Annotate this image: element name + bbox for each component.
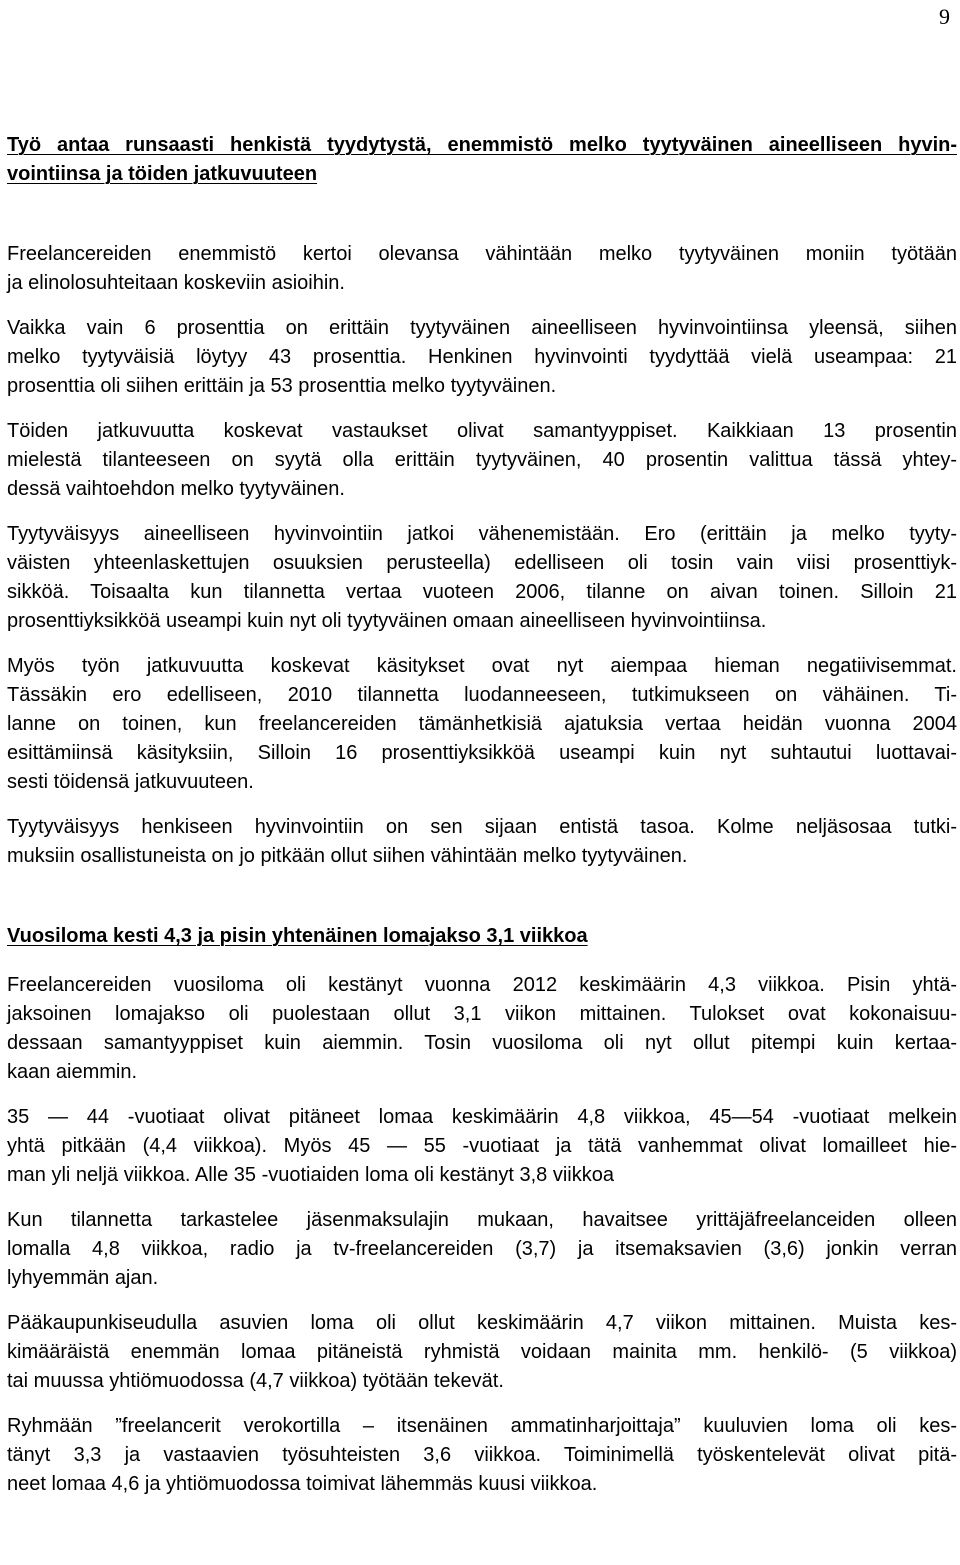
paragraph-job-continuity [7,417,957,504]
section-heading-work-satisfaction [7,131,957,189]
text-line: Tyytyväisyys aineelliseen hyvinvointiin jatkoi vähenemistään. Ero (erittäin ja melko tyyty- [7,523,957,545]
paragraph-vacation-by-region [7,1309,957,1396]
text-line: Myös työn jatkuvuutta koskevat käsitykset ovat nyt aiempaa hieman negatiivisemmat. [7,655,957,677]
text-line: prosenttiyksikköä useampi kuin nyt oli tyytyväinen omaan aineelliseen hyvinvointiinsa. [7,610,767,632]
paragraph-material-decline [7,520,957,636]
text-line: man yli neljä viikkoa. Alle 35 -vuotiaiden loma oli kestänyt 3,8 viikkoa [7,1164,614,1186]
text-line: kaan aiemmin. [7,1061,138,1083]
text-line: 35 — 44 -vuotiaat olivat pitäneet lomaa keskimäärin 4,8 viikkoa, 45—54 -vuotiaat melkein [7,1106,957,1128]
text-line: tai muussa yhtiömuodossa (4,7 viikkoa) työtään tekevät. [7,1370,504,1392]
heading-line: Vuosiloma kesti 4,3 ja pisin yhtenäinen lomajakso 3,1 viikkoa [7,925,588,947]
text-line: sikköä. Toisaalta kun tilannetta vertaa vuoteen 2006, tilanne on aivan toinen. Silloin 21 [7,581,957,603]
text-line: lomalla 4,8 viikkoa, radio ja tv-freelancereiden (3,7) ja itsemaksavien (3,6) jonkin verran [7,1238,957,1260]
heading-line: vointiinsa ja töiden jatkuvuuteen [7,163,318,185]
paragraph-vacation-by-membership [7,1206,957,1293]
text-line: väisten yhteenlaskettujen osuuksien perusteella) edelliseen oli tosin vain viisi prosenttiyk- [7,552,957,574]
text-line: lyhyemmän ajan. [7,1267,159,1289]
paragraph-mental-wellbeing [7,813,957,871]
paragraph-vacation-by-employment [7,1412,957,1499]
paragraph-vacation-by-age [7,1103,957,1190]
section-heading-vacation [7,922,957,951]
text-line: Vaikka vain 6 prosenttia on erittäin tyytyväinen aineelliseen hyvinvointiinsa yleensä, siihen [7,317,957,339]
text-line: mielestä tilanteeseen on syytä olla erittäin tyytyväinen, 40 prosentin valittua tässä yhtey- [7,449,957,471]
text-line: Pääkaupunkiseudulla asuvien loma oli ollut keskimäärin 4,7 viikon mittainen. Muista kes- [7,1312,957,1334]
text-line: muksiin osallistuneista on jo pitkään ollut siihen vähintään melko tyytyväinen. [7,845,688,867]
text-line: melko tyytyväisiä löytyy 43 prosenttia. Henkinen hyvinvointi tyydyttää vielä useampaa: 21 [7,346,957,368]
text-line: Ryhmään ”freelancerit verokortilla – itsenäinen ammatinharjoittaja” kuuluvien loma oli kes- [7,1415,957,1437]
text-line: lanne on toinen, kun freelancereiden tämänhetkisiä ajatuksia vertaa heidän vuonna 2004 [7,713,957,735]
text-line: ja elinolosuhteitaan koskeviin asioihin. [7,272,345,294]
text-line: Tässäkin ero edelliseen, 2010 tilannetta luodanneeseen, tutkimukseen on vähäinen. Ti- [7,684,957,706]
heading-line: Työ antaa runsaasti henkistä tyydytystä, enemmistö melko tyytyväinen aineelliseen hyvin- [7,134,957,156]
paragraph-wellbeing [7,314,957,401]
text-line: dessä vaihtoehdon melko tyytyväinen. [7,478,345,500]
paragraph-continuity-views [7,652,957,797]
paragraph-intro [7,240,957,298]
text-line: neet lomaa 4,6 ja yhtiömuodossa toimivat lähemmäs kuusi viikkoa. [7,1473,598,1495]
text-line: Freelancereiden enemmistö kertoi olevansa vähintään melko tyytyväinen moniin työtään [7,243,957,265]
text-line: Kun tilannetta tarkastelee jäsenmaksulajin mukaan, havaitsee yrittäjäfreelanceiden olleen [7,1209,957,1231]
paragraph-vacation-length [7,971,957,1087]
document-body [7,131,957,1499]
page-number: 9 [939,4,950,29]
text-line: tänyt 3,3 ja vastaavien työsuhteisten 3,6 viikkoa. Toiminimellä työskentelevät olivat pitä- [7,1444,957,1466]
text-line: dessaan samantyyppiset kuin aiemmin. Tosin vuosiloma oli nyt ollut pitempi kuin kertaa- [7,1032,957,1054]
text-line: kimääräistä enemmän lomaa pitäneistä ryhmistä voidaan mainita mm. henkilö- (5 viikkoa) [7,1341,957,1363]
text-line: sesti töidensä jatkuvuuteen. [7,771,254,793]
text-line: jaksoinen lomajakso oli puolestaan ollut 3,1 viikon mittainen. Tulokset ovat kokonaisuu- [7,1003,957,1025]
text-line: prosenttia oli siihen erittäin ja 53 prosenttia melko tyytyväinen. [7,375,557,397]
text-line: yhtä pitkään (4,4 viikkoa). Myös 45 — 55 -vuotiaat ja tätä vanhemmat olivat lomailleet hie- [7,1135,957,1157]
text-line: Töiden jatkuvuutta koskevat vastaukset olivat samantyyppiset. Kaikkiaan 13 prosentin [7,420,957,442]
text-line: Tyytyväisyys henkiseen hyvinvointiin on sen sijaan entistä tasoa. Kolme neljäsosaa tutki- [7,816,957,838]
text-line: esittämiinsä käsityksiin, Silloin 16 prosenttiyksikköä useampi kuin nyt suhtautui luottavai- [7,742,957,764]
text-line: Freelancereiden vuosiloma oli kestänyt vuonna 2012 keskimäärin 4,3 viikkoa. Pisin yhtä- [7,974,957,996]
